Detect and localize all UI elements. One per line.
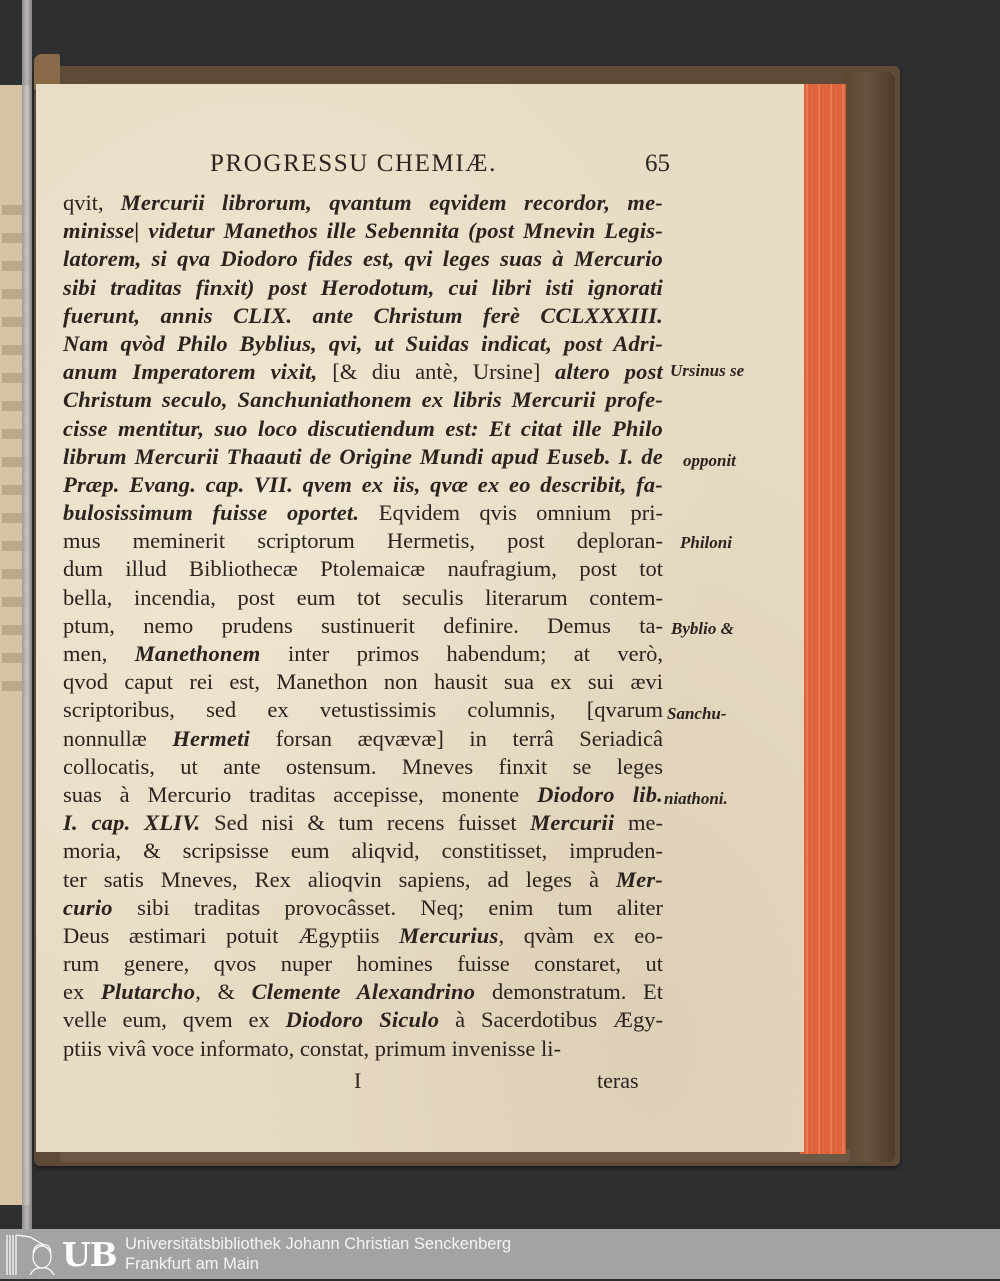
text-line	[63, 1035, 663, 1063]
italic-text-run: librum Mercurii Thaauti de Origine Mundi apud Euseb. I. de	[63, 443, 663, 469]
text-line	[63, 894, 663, 922]
roman-text-run: qvod caput rei est, Manethon non hausit sua ex sui ævi	[63, 669, 663, 695]
roman-text-run: collocatis, ut ante ostensum. Mneves finxit se leges	[63, 753, 663, 779]
roman-text-run: forsan æqvævæ] in terrâ Seriadicâ	[275, 725, 663, 751]
italic-text-run: Diodoro lib.	[537, 781, 663, 807]
roman-text-run: rum genere, qvos nuper homines fuisse constaret, ut	[63, 951, 663, 977]
margin-note: niathoni.	[664, 789, 728, 808]
margin-note: Philoni	[680, 533, 732, 552]
text-line	[63, 274, 663, 302]
roman-text-run: , qvàm ex eo-	[498, 922, 663, 948]
roman-text-run: à Sacerdotibus Ægy-	[455, 1007, 663, 1033]
text-line	[63, 386, 663, 414]
italic-text-run: altero post	[554, 359, 664, 385]
italic-text-run: fuerunt, annis CLIX. ante Christum ferè CCLXXXIII.	[63, 302, 663, 328]
text-line	[63, 950, 663, 978]
text-line	[63, 978, 663, 1006]
text-line	[63, 443, 663, 471]
text-line	[63, 499, 663, 527]
roman-text-run: bella, incendia, post eum tot seculis literarum contem-	[63, 584, 663, 610]
body-text	[63, 189, 663, 1063]
text-line	[63, 837, 663, 865]
roman-text-run: qvit,	[63, 190, 121, 215]
italic-text-run: Plutarcho	[100, 979, 196, 1005]
text-line	[63, 302, 663, 330]
roman-text-run: Deus æstimari potuit Ægyptiis	[63, 922, 400, 948]
text-line	[63, 415, 663, 443]
text-line	[63, 640, 663, 668]
text-line	[63, 612, 663, 640]
text-line	[63, 866, 663, 894]
text-line	[63, 217, 663, 245]
margin-note: Byblio &	[671, 619, 734, 638]
text-line	[63, 781, 663, 809]
roman-text-run: sibi traditas provocâsset. Neq; enim tum aliter	[137, 894, 663, 920]
roman-text-run: scriptoribus, sed ex vetustissimis columnis, [qvarum	[63, 697, 663, 723]
page-number: 65	[645, 150, 670, 177]
catchword: teras	[597, 1068, 639, 1093]
roman-text-run: , &	[195, 979, 252, 1005]
running-head-title: PROGRESSU CHEMIÆ.	[210, 150, 497, 177]
italic-text-run: curio	[63, 894, 138, 920]
text-line	[63, 753, 663, 781]
roman-text-run: men,	[63, 641, 135, 666]
library-name	[125, 1234, 511, 1274]
text-line	[63, 245, 663, 273]
italic-text-run: Nam qvòd Philo Byblius, qvi, ut Suidas indicat, post Adri-	[63, 330, 663, 356]
italic-text-run: Diodoro Siculo	[285, 1007, 456, 1033]
text-line	[63, 584, 663, 612]
roman-text-run: Eqvidem qvis omnium pri-	[378, 500, 663, 526]
italic-text-run: cisse mentitur, suo loco discutiendum est: Et citat ille Philo	[63, 415, 663, 441]
roman-text-run: nonnullæ	[63, 725, 173, 751]
text-line	[63, 358, 663, 386]
roman-text-run: suas à Mercurio traditas accepisse, monente	[63, 781, 538, 807]
roman-text-run: ter satis Mneves, Rex alioqvin sapiens, ad leges à	[63, 866, 616, 892]
roman-text-run: moria, & scripsisse eum aliqvid, constitisset, impruden-	[63, 838, 663, 864]
roman-text-run: inter primos habendum; at verò,	[288, 641, 663, 666]
margin-note: opponit	[683, 451, 736, 470]
roman-text-run: mus meminerit scriptorum Hermetis, post deploran-	[63, 528, 663, 554]
roman-text-run: demonstratum. Et	[491, 979, 663, 1005]
roman-text-run: dum illud Bibliothecæ Ptolemaicæ naufragium, post tot	[63, 556, 663, 582]
italic-text-run: Præp. Evang. cap. VII. qvem ex iis, qvæ ex eo describit, fa-	[63, 471, 663, 497]
ub-logo[interactable]	[4, 1233, 116, 1277]
italic-text-run: Mercurii	[530, 810, 628, 836]
italic-text-run: anum Imperatorem vixit,	[63, 359, 333, 385]
roman-text-run: ptiis vivâ voce informato, constat, primum invenisse li-	[63, 1035, 562, 1061]
logo-text: UB	[62, 1235, 117, 1274]
italic-text-run: Manethonem	[134, 641, 289, 666]
signature-mark: I	[354, 1068, 362, 1093]
italic-text-run: minisse| videtur Manethos ille Sebennita (post Mnevin Legis-	[63, 218, 663, 244]
italic-text-run: Christum seculo, Sanchuniathonem ex libris Mercurii profe-	[63, 387, 663, 413]
italic-text-run: Mer-	[615, 866, 663, 892]
text-line	[63, 330, 663, 358]
text-line	[63, 527, 663, 555]
italic-text-run: Mercurii librorum, qvantum eqvidem recordor, me-	[120, 190, 663, 215]
library-name-line1: Universitätsbibliothek Johann Christian Senckenberg	[125, 1235, 512, 1253]
italic-text-run: latorem, si qva Diodoro fides est, qvi leges suas à Mercurio	[63, 246, 663, 272]
italic-text-run: I. cap. XLIV.	[63, 810, 215, 836]
italic-text-run: bulosissimum fuisse oportet.	[63, 500, 379, 526]
italic-text-run: Mercurius	[399, 922, 499, 948]
margin-note: Ursinus se	[670, 361, 745, 380]
gutter-strip	[22, 0, 32, 1229]
roman-text-run: ex	[63, 979, 101, 1005]
italic-text-run: sibi traditas finxit) post Herodotum, cui libri isti ignorati	[63, 274, 663, 300]
text-line	[63, 1006, 663, 1034]
red-page-edges	[800, 84, 846, 1154]
roman-text-run: velle eum, qvem ex	[63, 1007, 286, 1033]
roman-text-run: me-	[628, 810, 663, 836]
text-line	[63, 555, 663, 583]
text-line	[63, 696, 663, 724]
italic-text-run: Hermeti	[172, 725, 276, 751]
roman-text-run: [& diu antè, Ursine]	[332, 359, 555, 385]
text-line	[63, 922, 663, 950]
running-head	[210, 150, 670, 180]
roman-text-run: Sed nisi & tum recens fuisset	[214, 810, 531, 836]
italic-text-run: Clemente Alexandrino	[251, 979, 492, 1005]
text-line	[63, 471, 663, 499]
text-line	[63, 809, 663, 837]
roman-text-run: ptum, nemo prudens sustinuerit definire. Demus ta-	[63, 612, 663, 638]
text-line	[63, 189, 663, 217]
cover-edge	[845, 72, 895, 1162]
margin-note: Sanchu-	[667, 704, 727, 723]
library-footer	[0, 1229, 1000, 1279]
library-name-line2: Frankfurt am Main	[125, 1255, 259, 1273]
text-line	[63, 725, 663, 753]
text-line	[63, 668, 663, 696]
